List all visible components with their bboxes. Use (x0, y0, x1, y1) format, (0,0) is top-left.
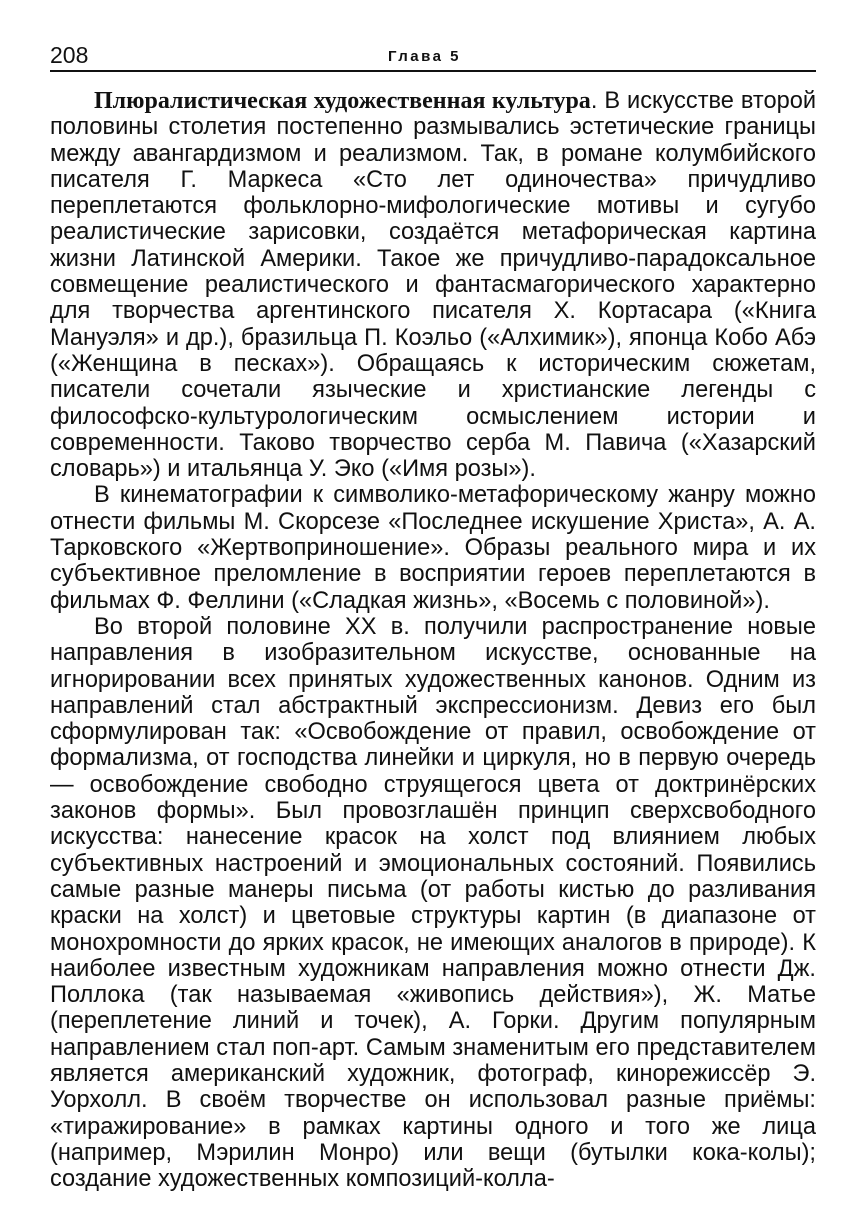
paragraph-visual-arts: Во второй половине XX в. получили распространение новые направления в изобразительном искусстве, основанные на игнорировании всех принятых художественных канонов. Одним из направлений стал абстрактный экспрессионизм. Девиз его был сформулирован так: «Освобождение от правил, освобождение от формализма, от господства линейки и циркуля, но в первую очередь — освобождение свободно струящегося цвета от доктринёрских законов формы». Был провозглашён принцип сверхсвободного искусства: нанесение красок на холст под влиянием любых субъективных настроений и эмоциональных состояний. Появились самые разные манеры письма (от работы кистью до разливания краски на холст) и цветовые структуры картин (в диапазоне от монохромности до ярких красок, не имеющих аналогов в природе). К наиболее известным художникам направления можно отнести Дж. Поллока (так называемая «живопись действия»), Ж. Матье (переплетение линий и точек), А. Горки. Другим популярным направлением стал поп-арт. Самым знаменитым его представителем является американский художник, фотограф, кинорежиссёр Э. Уорхолл. В своём творчестве он использовал разные приёмы: «тиражирование» в рамках картины одного и того же лица (например, Мэрилин Монро) или вещи (бутылки кока-колы); создание художественных композиций-колла- (50, 613, 816, 1193)
paragraph-cinema: В кинематографии к символико-метафорическому жанру можно отнести фильмы М. Скорсезе «Последнее искушение Христа», А. А. Тарковского «Жертвоприношение». Образы реального мира и их субъективное преломление в восприятии героев переплетаются в фильмах Ф. Феллини («Сладкая жизнь», «Восемь с половиной»). (50, 482, 816, 614)
chapter-title: Глава 5 (388, 48, 462, 65)
running-header (50, 40, 816, 72)
section-run-in-heading: Плюралистическая художественная культура (94, 88, 591, 114)
book-page (50, 40, 816, 1192)
paragraph-text: . В искусстве второй половины столетия постепенно размывались эстетические границы между авангардизмом и реализмом. Так, в романе колумбийского писателя Г. Маркеса «Сто лет одиночества» причудливо переплетаются фольклорно-мифологические мотивы и сугубо реалистические зарисовки, создаётся метафорическая картина жизни Латинской Америки. Такое же причудливо-парадоксальное совмещение реалистического и фантасмагорического характерно для творчества аргентинского писателя Х. Кортасара («Книга Мануэля» и др.), бразильца П. Коэльо («Алхимик»), японца Кобо Абэ («Женщина в песках»). Обращаясь к историческим сюжетам, писатели сочетали языческие и христианские легенды с философско-культурологическим осмыслением истории и современности. Таково творчество серба М. Павича («Хазарский словарь») и итальянца У. Эко («Имя розы»). (50, 88, 816, 483)
paragraph-pluralistic-culture (50, 88, 816, 482)
body-text (50, 88, 816, 1192)
page-number: 208 (50, 42, 89, 68)
